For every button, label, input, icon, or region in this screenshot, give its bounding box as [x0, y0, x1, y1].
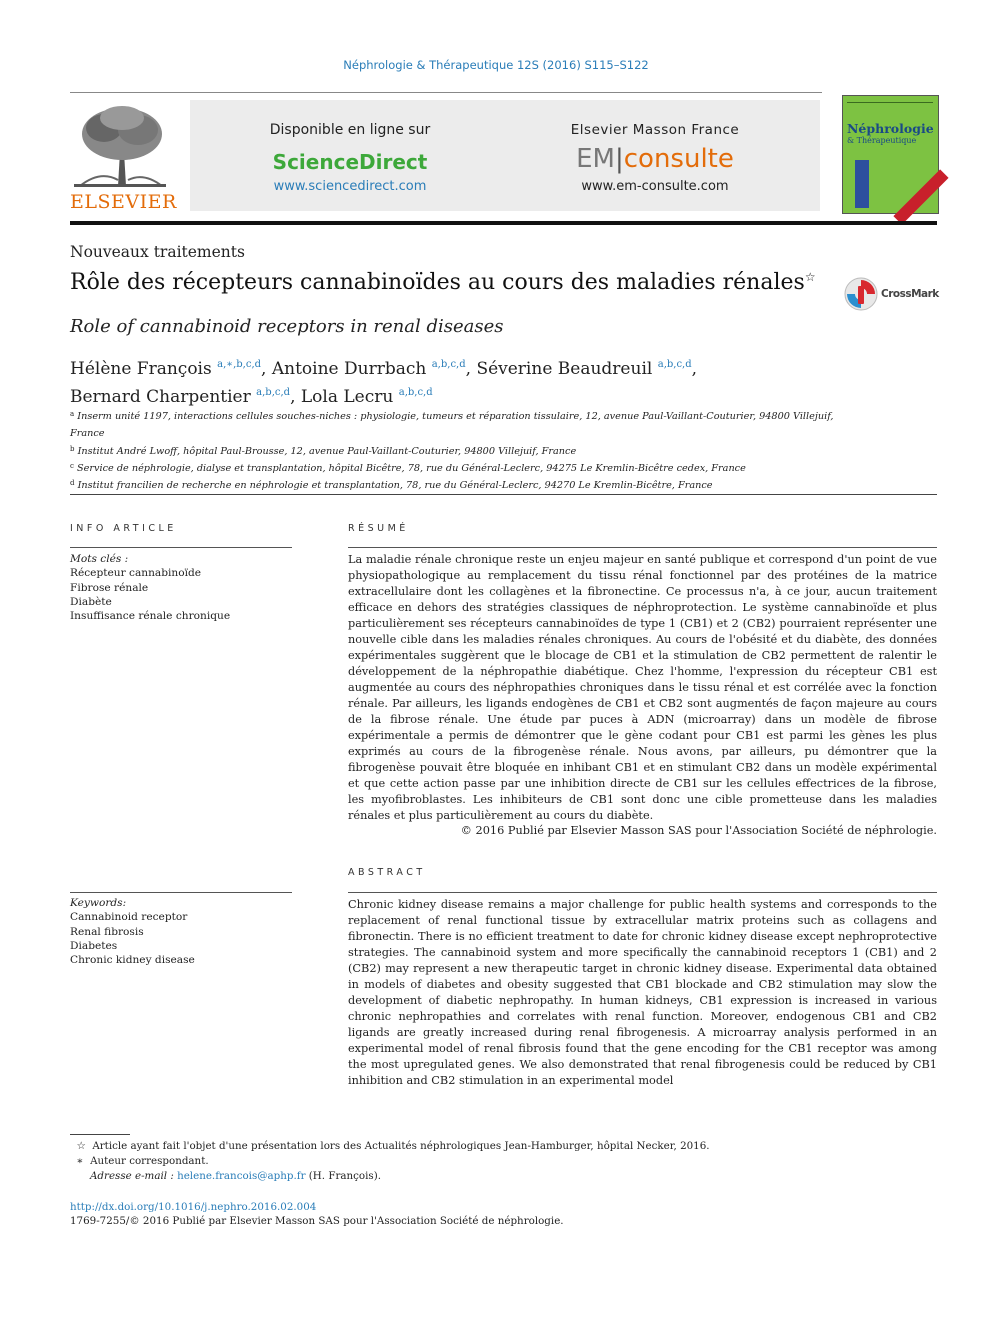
keywords-en-rule	[70, 892, 292, 893]
affiliation-text: Institut francilien de recherche en néphrologie et transplantation, 78, rue du Général-Leclerc, 94270 Le Kremlin-Bicêtre, France	[77, 480, 713, 492]
author-affil-mark[interactable]: a,b,c,d	[256, 387, 291, 398]
author-name[interactable]: Bernard Charpentier	[70, 387, 251, 407]
affiliation-item	[70, 442, 860, 459]
keyword-item[interactable]: Cannabinoid receptor	[70, 911, 188, 924]
footnote-corresponding	[70, 1154, 920, 1169]
keywords-en-heading: Keywords:	[70, 897, 127, 909]
cover-strip	[855, 160, 869, 208]
affiliation-text: Inserm unité 1197, interactions cellules souches-niches : physiologie, tumeurs et réparation tissulaire, 12, avenue Paul-Vaillant-Couturier, 94800 Villejuif,	[77, 411, 834, 422]
title-footnote-mark[interactable]: ☆	[804, 270, 816, 284]
keyword-item[interactable]: Diabetes	[70, 939, 118, 952]
affiliation-mark: b	[70, 444, 75, 453]
author-affil-mark[interactable]: a,b,c,d	[398, 387, 433, 398]
resume-heading: RÉSUMÉ	[348, 523, 409, 534]
affiliation-item	[70, 459, 860, 476]
author-name[interactable]: Antoine Durrbach	[271, 359, 427, 379]
em-logo-left: EM	[576, 144, 615, 174]
affiliation-text: Institut André Lwoff, hôpital Paul-Brousse, 12, avenue Paul-Vaillant-Couturier, 94800 Villejuif, France	[77, 445, 577, 457]
article-subtitle: Role of cannabinoid receptors in renal diseases	[70, 316, 504, 337]
elsevier-wordmark: ELSEVIER	[70, 191, 177, 213]
author-affil-mark[interactable]: a,∗,b,c,d	[217, 359, 262, 370]
author-affil-mark[interactable]: a,b,c,d	[431, 359, 466, 370]
resume-rule	[348, 547, 937, 548]
cover-corner-ribbon	[893, 169, 948, 224]
keyword-item[interactable]: Récepteur cannabinoïde	[70, 567, 202, 580]
issn-copyright: 1769-7255/© 2016 Publié par Elsevier Masson SAS pour l'Association Société de néphrologie.	[70, 1215, 564, 1227]
abstract-heading: ABSTRACT	[348, 867, 426, 878]
keywords-fr-heading: Mots clés :	[70, 553, 129, 565]
section-label: Nouveaux traitements	[70, 243, 245, 261]
crossmark-label: CrossMark	[881, 288, 939, 300]
info-rule	[70, 547, 292, 548]
affiliation-mark: a	[70, 410, 75, 418]
author-affil-mark[interactable]: a,b,c,d	[657, 359, 692, 370]
sciencedirect-available-label: Disponible en ligne sur	[269, 122, 431, 138]
affiliation-text: France	[70, 428, 105, 440]
keyword-item[interactable]: Insuffisance rénale chronique	[70, 610, 231, 623]
author-sep: ,	[691, 359, 698, 379]
keywords-en	[70, 896, 292, 967]
footnotes	[70, 1139, 920, 1183]
article-title-text: Rôle des récepteurs cannabinoïdes au cours des maladies rénales	[70, 270, 805, 295]
sciencedirect-logo: ScienceDirect	[272, 150, 428, 174]
footnote-corr-text: Auteur correspondant.	[90, 1154, 209, 1167]
author-name[interactable]: Hélène François	[70, 359, 212, 379]
crossmark-icon	[843, 276, 879, 312]
section-rule	[70, 494, 937, 495]
footnote-corr-mark: ∗	[76, 1154, 84, 1167]
info-article-heading: INFO ARTICLE	[70, 523, 177, 534]
abstract-text: Chronic kidney disease remains a major challenge for public health systems and corresponds to the replacement of renal functional tissue by extracellular matrix proteins such as collagens and fibronectin. There is no efficient treatment to date for chronic kidney disease except nephroprotective strategies. The cannabinoid system and more specifically the cannabinoid receptors 1 (CB1) and 2 (CB2) may represent a new therapeutic target in chronic kidney disease. Experimental data obtained in models of diabetes and obesity suggested that CB1 blockade and CB2 stimulation may slow the development of diabetic nephropathy. In human kidneys, CB1 expression is increased in various chronic nephropathies and correlates with renal function. Moreover, endogenous CB1 and CB2 ligands are greatly increased during renal fibrogenesis. A microarray analysis performed in an experimental model of renal fibrosis found that the gene encoding for the CB1 receptor was among the most upregulated genes. We also demonstrated that renal fibrogenesis could be reduced by CB1 inhibition and CB2 stimulation in an experimental model	[348, 898, 937, 1087]
author-sep: ,	[465, 359, 477, 379]
affiliation-mark: c	[70, 461, 74, 470]
email-name: (H. François).	[308, 1169, 381, 1182]
em-logo-bar: |	[614, 144, 624, 174]
cover-rule	[847, 102, 933, 103]
keyword-item[interactable]: Fibrose rénale	[70, 581, 149, 594]
article-title	[70, 270, 830, 295]
crossmark-badge[interactable]	[843, 276, 943, 312]
keyword-item[interactable]: Diabète	[70, 595, 112, 608]
affiliation-text: Service de néphrologie, dialyse et transplantation, hôpital Bicêtre, 78, rue du Général-Leclerc, 94275 Le Kremlin-Bicêtre cedex, France	[77, 462, 746, 474]
email-link[interactable]: helene.francois@aphp.fr	[177, 1169, 306, 1182]
footnote-email	[70, 1169, 920, 1184]
journal-reference[interactable]: Néphrologie & Thérapeutique 12S (2016) S115–S122	[343, 58, 649, 72]
keyword-item[interactable]: Chronic kidney disease	[70, 954, 195, 967]
footnote-star-text: Article ayant fait l'objet d'une présentation lors des Actualités néphrologiques Jean-Hamburger, hôpital Necker, 2016.	[92, 1140, 710, 1152]
header-thick-rule	[70, 221, 937, 225]
footnote-star	[70, 1139, 920, 1154]
affiliation-item	[70, 476, 860, 493]
keyword-item[interactable]: Renal fibrosis	[70, 925, 144, 938]
resume-copyright: © 2016 Publié par Elsevier Masson SAS pour l'Association Société de néphrologie.	[460, 824, 937, 837]
doi-link[interactable]: http://dx.doi.org/10.1016/j.nephro.2016.02.004	[70, 1201, 317, 1213]
cover-title: Néphrologie	[847, 121, 934, 136]
footnote-rule	[70, 1134, 130, 1135]
sciencedirect-link[interactable]: www.sciencedirect.com	[273, 179, 427, 194]
header-rule	[70, 92, 822, 93]
cover-subtitle: & Thérapeutique	[847, 136, 917, 145]
author-sep: ,	[261, 359, 272, 379]
abstract-rule	[348, 892, 937, 893]
author-name[interactable]: Lola Lecru	[300, 387, 394, 407]
affiliation-mark: d	[70, 479, 75, 488]
em-consulte-logo	[545, 144, 765, 174]
resume-text: La maladie rénale chronique reste un enjeu majeur en santé publique et correspond d'un point de vue physiopathologique au remplacement du tissu rénal fonctionnel par des protéines de la matrice extracellulaire dont les collagènes et la fibronectine. Ce processus n'a, à ce jour, aucun traitement efficace en dehors des stratégies classiques de néphroprotection. Le système cannabinoïde et plus particulièrement ses récepteurs cannabinoïdes de type 1 (CB1) et 2 (CB2) pourraient représenter une nouvelle cible dans les maladies rénales chroniques. Au cours de l'obésité et du diabète, des données expérimentales suggèrent que le blocage de CB1 et la stimulation de CB2 permettent de ralentir le développement de la néphropathie diabétique. Chez l'homme, l'expression du récepteur CB1 est augmentée au cours des néphropathies chroniques dans le tissu rénal et est corrélée avec la fonction rénale. Par ailleurs, les ligands endogènes de CB1 et CB2 sont augmentés de façon majeure au cours de la fibrose rénale. Une étude par puces à ADN (microarray) dans un modèle de fibrose expérimentale a permis de démontrer que le gène codant pour CB1 est parmi les gènes les plus exprimés au cours de la fibrogenèse rénale. Nous avons, par ailleurs, pu démontrer que la fibrogenèse pouvait être bloquée en inhibant CB1 et en stimulant CB2 dans un modèle expérimental et que cette action passe par une inhibition directe de CB1 sur les cellules effectrices de la fibrose, les myofibroblastes. Les inhibiteurs de CB1 sont donc une cible prometteuse dans les maladies rénales et plus particulièrement au cours du diabète.	[348, 553, 937, 822]
em-publisher-label: Elsevier Masson France	[570, 122, 740, 138]
author-list	[70, 353, 770, 409]
footnote-star-mark: ☆	[76, 1140, 86, 1152]
em-consulte-link[interactable]: www.em-consulte.com	[581, 179, 729, 194]
author-name[interactable]: Séverine Beaudreuil	[476, 359, 653, 379]
author-sep: ,	[290, 387, 301, 407]
affiliation-item	[70, 407, 860, 424]
affiliation-list	[70, 407, 860, 493]
keywords-fr	[70, 552, 292, 623]
affiliation-item	[70, 424, 860, 441]
email-label: Adresse e-mail :	[90, 1169, 174, 1182]
journal-cover[interactable]	[842, 95, 939, 214]
em-logo-right: consulte	[623, 144, 734, 174]
